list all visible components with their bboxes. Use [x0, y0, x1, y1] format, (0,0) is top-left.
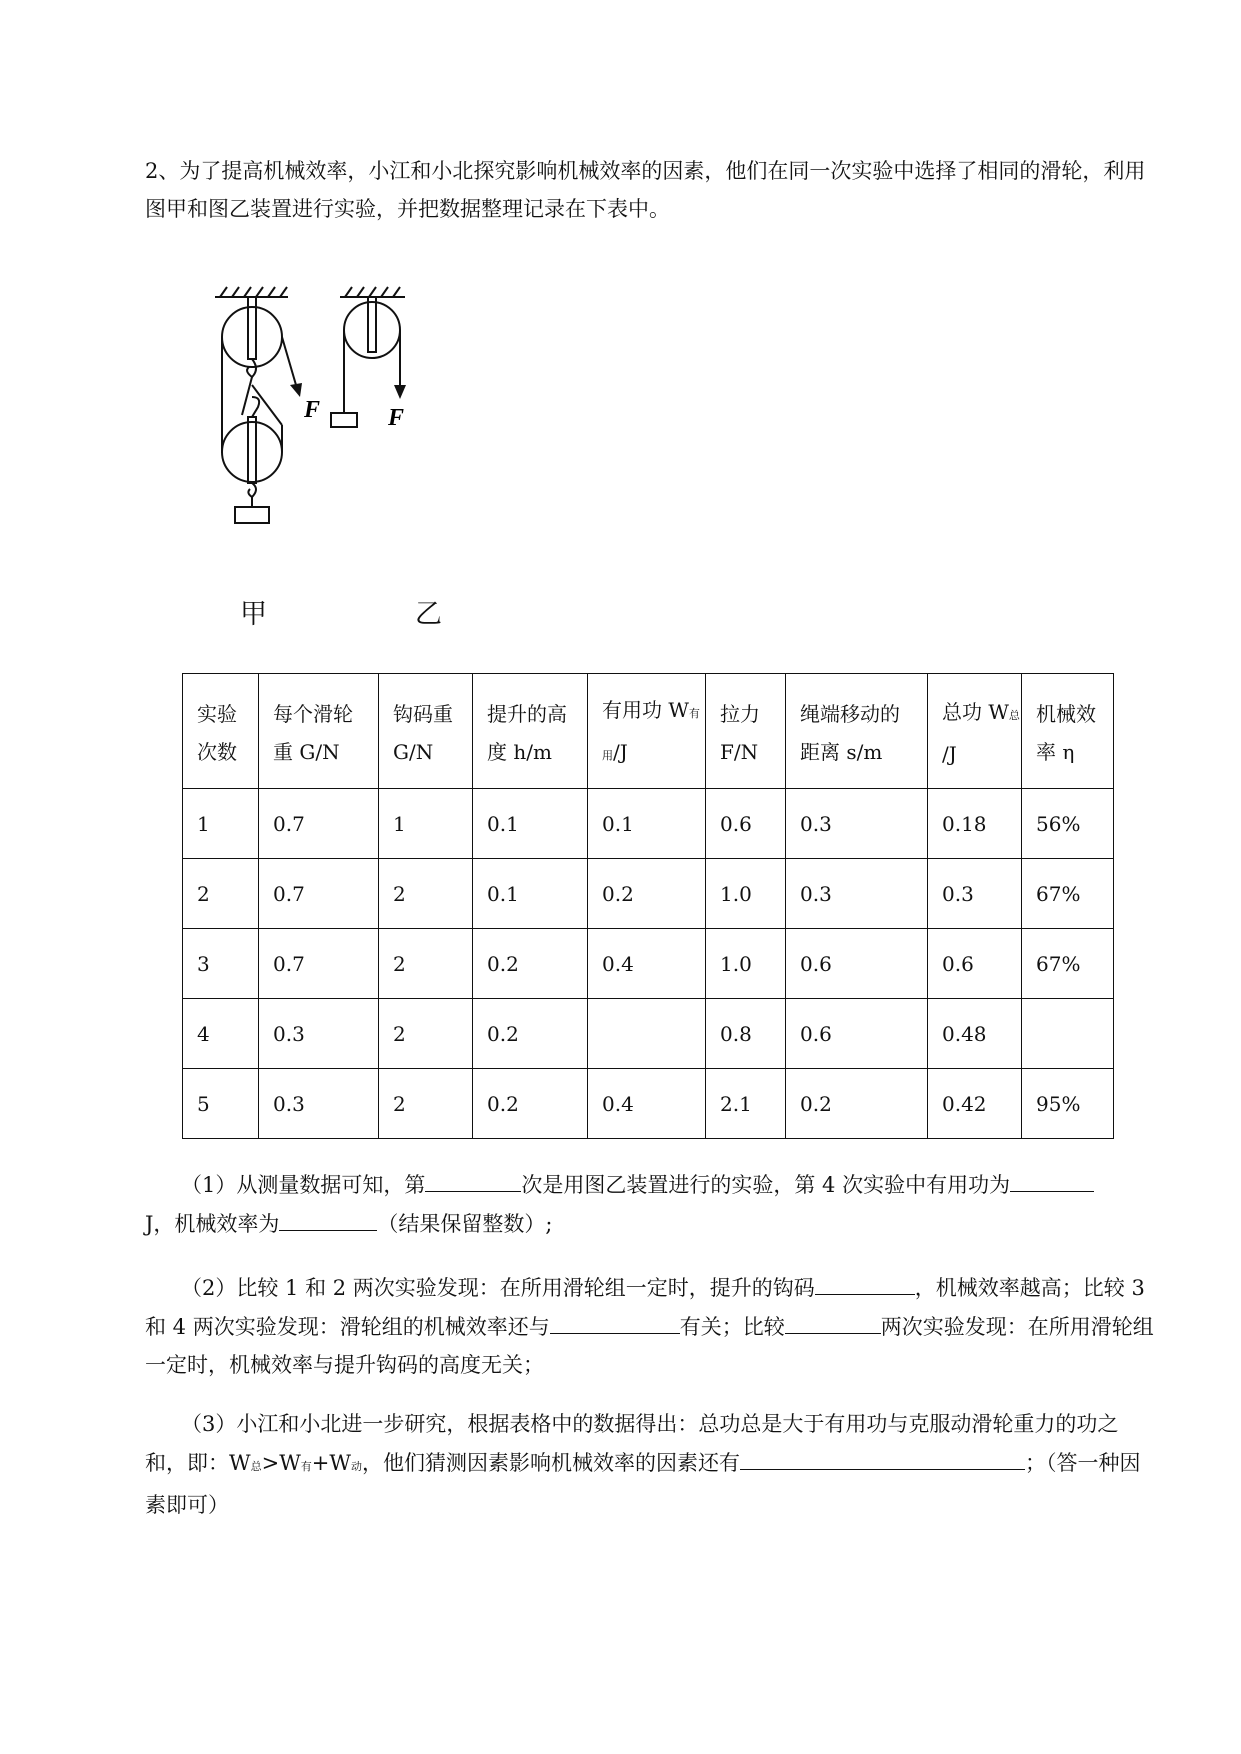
question-intro: 2、为了提高机械效率，小江和小北探究影响机械效率的因素，他们在同一次实验中选择了相同的滑轮，利用图甲和图乙装置进行实验，并把数据整理记录在下表中。 — [145, 159, 1146, 221]
q2-text-d: 两次实验发现：在所用滑轮组一定时，机械效率与提升钩码的高度无关； — [145, 1315, 1154, 1377]
header-cell: 绳端移动的 距离 s/m — [786, 674, 928, 789]
force-arrow-jia — [290, 383, 302, 397]
pulley-diagram — [200, 285, 460, 585]
table-cell: 0.18 — [928, 789, 1022, 859]
table-row — [183, 999, 1114, 1069]
table-cell: 2 — [379, 999, 473, 1069]
answer-blank[interactable] — [785, 1307, 881, 1334]
header-cell: 提升的高 度 h/m — [473, 674, 588, 789]
q1-text-b: 次是用图乙装置进行的实验，第 4 次实验中有用功为 — [521, 1173, 1011, 1197]
table-cell: 67% — [1022, 929, 1114, 999]
header-cell: 实验 次数 — [183, 674, 259, 789]
table-cell: 2 — [379, 1069, 473, 1139]
table-cell: 0.7 — [259, 929, 379, 999]
table-cell: 0.2 — [473, 929, 588, 999]
question-3: （3）小江和小北进一步研究，根据表格中的数据得出：总功总是大于有用功与克服动滑轮重力的功之和，即：W总>W有+W动，他们猜测因素影响机械效率的因素还有 ；（答一种因素即可） — [145, 1412, 1141, 1517]
q3-text-d: ，他们猜测因素影响机械效率的因素还有 — [361, 1451, 740, 1475]
table-header-row — [183, 674, 1114, 789]
table-cell: 2 — [379, 859, 473, 929]
table-cell: 0.3 — [928, 859, 1022, 929]
q1-text-a: （1）从测量数据可知，第 — [181, 1173, 426, 1197]
q3-text-e: ；（答一种因素即可） — [145, 1451, 1141, 1517]
answer-blank[interactable] — [1010, 1165, 1094, 1192]
table-cell: 0.6 — [786, 929, 928, 999]
table-cell: 0.3 — [786, 859, 928, 929]
table-cell: 0.2 — [473, 999, 588, 1069]
answer-blank[interactable] — [740, 1443, 1025, 1470]
table-cell: 67% — [1022, 859, 1114, 929]
table-cell: 2 — [183, 859, 259, 929]
table-cell: 0.6 — [706, 789, 786, 859]
table-cell: 3 — [183, 929, 259, 999]
answer-blank[interactable] — [550, 1307, 680, 1334]
table-cell: 0.1 — [588, 789, 706, 859]
header-cell: 拉力 F/N — [706, 674, 786, 789]
table-cell: 0.42 — [928, 1069, 1022, 1139]
header-cell: 每个滑轮 重 G/N — [259, 674, 379, 789]
table-cell: 0.2 — [473, 1069, 588, 1139]
table-cell: 1.0 — [706, 859, 786, 929]
table-cell: 56% — [1022, 789, 1114, 859]
table-cell: 0.4 — [588, 1069, 706, 1139]
table-cell: 95% — [1022, 1069, 1114, 1139]
table-cell: 2.1 — [706, 1069, 786, 1139]
data-table — [182, 673, 1114, 1139]
table-cell: 0.3 — [786, 789, 928, 859]
table-cell: 0.7 — [259, 859, 379, 929]
table-row — [183, 929, 1114, 999]
question-2 — [145, 1268, 1155, 1384]
table-cell: 1.0 — [706, 929, 786, 999]
q1-text-d: （结果保留整数）; — [377, 1212, 553, 1236]
q3-text-a: （3）小江和小北进一步研究，根据表格中的数据得出：总功总是大于有用功与克服动滑轮重力的功之和，即：W — [145, 1412, 1119, 1475]
header-cell: 机械效 率 η — [1022, 674, 1114, 789]
header-cell: 有用功 W有 用/J — [588, 674, 706, 789]
table-cell: 0.48 — [928, 999, 1022, 1069]
header-cell: 总功 W总 /J — [928, 674, 1022, 789]
table-row — [183, 1069, 1114, 1139]
q2-text-c: 有关；比较 — [679, 1315, 785, 1339]
question-1 — [145, 1165, 1155, 1243]
table-cell: 0.4 — [588, 929, 706, 999]
q1-text-c: J，机械效率为 — [145, 1212, 280, 1236]
answer-blank[interactable] — [815, 1268, 915, 1295]
table-row — [183, 859, 1114, 929]
table-cell: 0.1 — [473, 859, 588, 929]
q2-text-a: （2）比较 1 和 2 两次实验发现：在所用滑轮组一定时，提升的钩码 — [181, 1276, 815, 1300]
table-cell — [1022, 999, 1114, 1069]
answer-blank[interactable] — [425, 1165, 521, 1192]
table-cell: 0.8 — [706, 999, 786, 1069]
force-arrow-yi — [394, 385, 406, 399]
table-cell: 0.3 — [259, 999, 379, 1069]
header-cell: 钩码重 G/N — [379, 674, 473, 789]
force-label-jia: F — [304, 397, 321, 423]
table-cell — [588, 999, 706, 1069]
table-cell: 2 — [379, 929, 473, 999]
force-label-yi: F — [388, 405, 405, 431]
table-cell: 1 — [379, 789, 473, 859]
figure-label-yi: 乙 — [415, 599, 442, 630]
table-cell: 0.6 — [786, 999, 928, 1069]
table-cell: 0.3 — [259, 1069, 379, 1139]
table-cell: 5 — [183, 1069, 259, 1139]
table-cell: 0.6 — [928, 929, 1022, 999]
table-row — [183, 789, 1114, 859]
answer-blank[interactable] — [279, 1204, 377, 1231]
q2-text-b: ，机械效率越高；比较 3 和 4 两次实验发现：滑轮组的机械效率还与 — [145, 1276, 1145, 1339]
table-cell: 0.1 — [473, 789, 588, 859]
table-cell: 0.7 — [259, 789, 379, 859]
table-cell: 1 — [183, 789, 259, 859]
table-cell: 4 — [183, 999, 259, 1069]
figure-label-jia: 甲 — [240, 599, 267, 630]
table-cell: 0.2 — [786, 1069, 928, 1139]
table-cell: 0.2 — [588, 859, 706, 929]
